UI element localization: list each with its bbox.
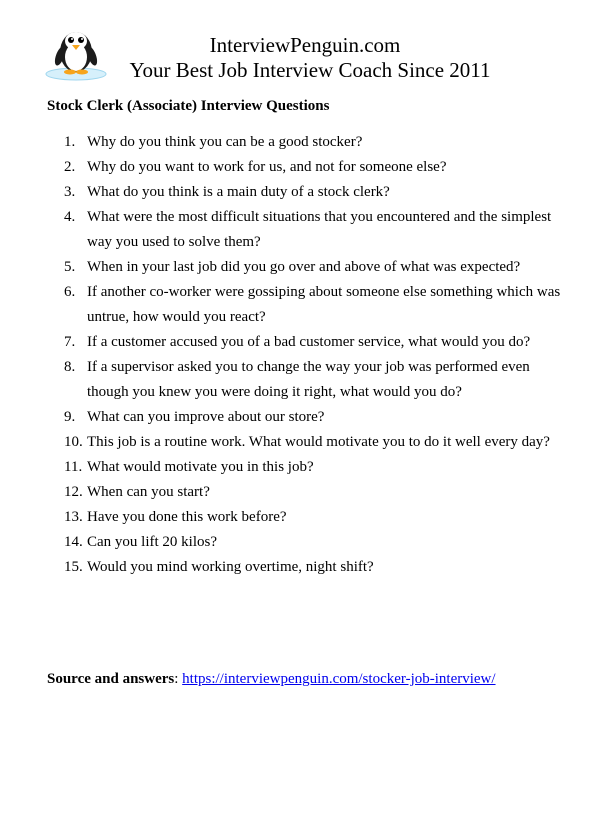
page-header xyxy=(0,0,601,90)
question-text: Why do you think you can be a good stocker? xyxy=(87,134,363,150)
question-item xyxy=(0,455,601,480)
source-line xyxy=(47,670,496,688)
question-number: 11. xyxy=(64,459,83,475)
question-number: 8. xyxy=(64,359,76,375)
question-number: 13. xyxy=(64,509,83,525)
question-text: What do you think is a main duty of a stock clerk? xyxy=(87,184,390,200)
question-item xyxy=(0,280,601,330)
site-name: InterviewPenguin.com xyxy=(209,33,401,57)
question-item xyxy=(0,355,601,405)
question-number: 15. xyxy=(64,559,83,575)
question-item xyxy=(0,480,601,505)
question-number: 12. xyxy=(64,484,83,500)
question-item xyxy=(0,405,601,430)
question-text: This job is a routine work. What would motivate you to do it well every day? xyxy=(87,434,550,450)
question-item xyxy=(0,180,601,205)
question-text: If another co-worker were gossiping about someone else something which was untrue, how would you react? xyxy=(87,284,561,325)
question-item xyxy=(0,255,601,280)
question-item xyxy=(0,530,601,555)
source-separator: : xyxy=(174,671,183,687)
question-number: 14. xyxy=(64,534,83,550)
question-number: 6. xyxy=(64,284,76,300)
question-item xyxy=(0,155,601,180)
site-tagline: Your Best Job Interview Coach Since 2011 xyxy=(129,58,491,82)
question-number: 2. xyxy=(64,159,76,175)
question-text: Would you mind working overtime, night shift? xyxy=(87,559,374,575)
question-text: What would motivate you in this job? xyxy=(87,459,314,475)
question-text: When can you start? xyxy=(87,484,210,500)
question-number: 4. xyxy=(64,209,76,225)
question-item xyxy=(0,130,601,155)
question-number: 5. xyxy=(64,259,76,275)
question-text: Have you done this work before? xyxy=(87,509,287,525)
question-item xyxy=(0,555,601,580)
question-number: 10. xyxy=(64,434,83,450)
question-list xyxy=(0,130,601,580)
source-link[interactable]: https://interviewpenguin.com/stocker-job-interview/ xyxy=(182,671,496,687)
question-text: When in your last job did you go over and above of what was expected? xyxy=(87,259,521,275)
question-number: 7. xyxy=(64,334,76,350)
question-number: 9. xyxy=(64,409,76,425)
question-item xyxy=(0,330,601,355)
question-item xyxy=(0,205,601,255)
question-number: 3. xyxy=(64,184,76,200)
question-text: What can you improve about our store? xyxy=(87,409,325,425)
question-text: If a customer accused you of a bad customer service, what would you do? xyxy=(87,334,531,350)
question-number: 1. xyxy=(64,134,76,150)
document-title: Stock Clerk (Associate) Interview Questions xyxy=(47,98,330,114)
question-text: Can you lift 20 kilos? xyxy=(87,534,217,550)
question-item xyxy=(0,430,601,455)
penguin-logo-icon xyxy=(44,22,108,82)
question-text: If a supervisor asked you to change the way your job was performed even though you knew you were doing it right, what would you do? xyxy=(87,359,530,400)
question-text: What were the most difficult situations that you encountered and the simplest way you used to solve them? xyxy=(87,209,552,250)
question-item xyxy=(0,505,601,530)
source-label: Source and answers xyxy=(47,671,175,687)
question-text: Why do you want to work for us, and not for someone else? xyxy=(87,159,447,175)
